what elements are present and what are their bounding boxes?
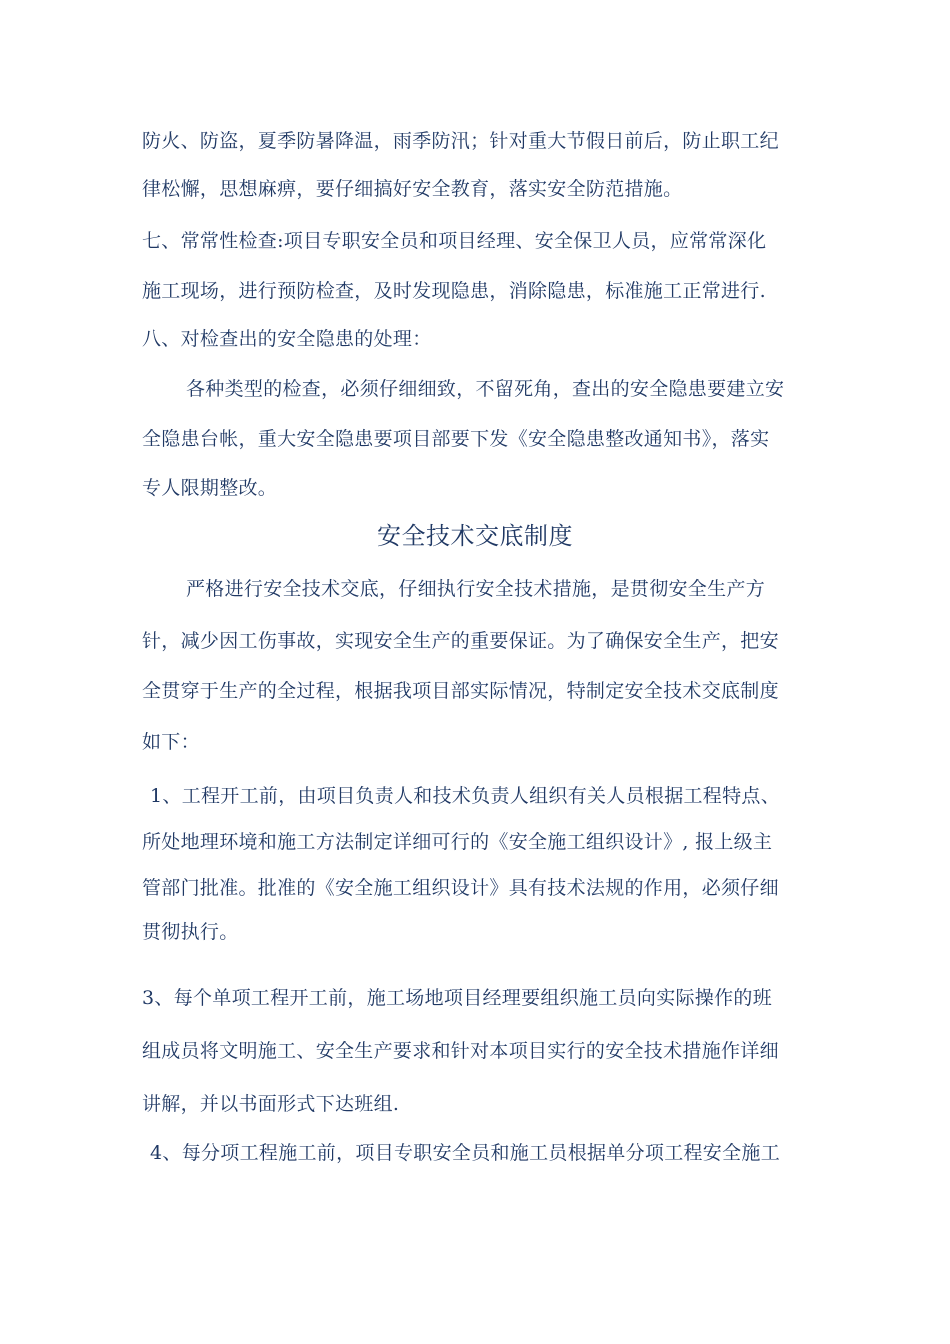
paragraph-line: 八、对检查出的安全隐患的处理： [142, 328, 432, 350]
paragraph-line: 全隐患台帐，重大安全隐患要项目部要下发《安全隐患整改通知书》，落实 [142, 428, 770, 450]
paragraph-line: 七、常常性检查:项目专职安全员和项目经理、安全保卫人员，应常常深化 [142, 230, 767, 252]
list-item-line: 所处地理环境和施工方法制定详细可行的《安全施工组织设计》, 报上级主 [142, 831, 773, 853]
paragraph-line: 如下： [142, 731, 200, 753]
list-item-line: 3、每个单项工程开工前，施工场地项目经理要组织施工员向实际操作的班 [142, 987, 772, 1009]
list-item-line: 组成员将文明施工、安全生产要求和针对本项目实行的安全技术措施作详细 [142, 1040, 779, 1062]
list-item-line: 1、工程开工前，由项目负责人和技术负责人组织有关人员根据工程特点、 [150, 785, 780, 807]
paragraph-line: 全贯穿于生产的全过程，根据我项目部实际情况，特制定安全技术交底制度 [142, 680, 779, 702]
paragraph-line: 专人限期整改。 [142, 477, 278, 499]
paragraph-line: 防火、防盗，夏季防暑降温，雨季防汛；针对重大节假日前后，防止职工纪 [142, 130, 779, 152]
paragraph-line: 施工现场，进行预防检查，及时发现隐患，消除隐患，标准施工正常进行. [142, 280, 766, 302]
list-item-line: 讲解，并以书面形式下达班组. [142, 1093, 400, 1115]
paragraph-line: 针，减少因工伤事故，实现安全生产的重要保证。为了确保安全生产，把安 [142, 630, 779, 652]
section-heading: 安全技术交底制度 [377, 522, 573, 550]
list-item-line: 贯彻执行。 [142, 921, 239, 943]
paragraph-line: 各种类型的检查，必须仔细细致，不留死角，查出的安全隐患要建立安 [186, 378, 785, 400]
list-item-line: 管部门批准。批准的《安全施工组织设计》具有技术法规的作用，必须仔细 [142, 877, 779, 899]
paragraph-line: 严格进行安全技术交底，仔细执行安全技术措施，是贯彻安全生产方 [186, 578, 766, 600]
paragraph-line: 律松懈，思想麻痹，要仔细搞好安全教育，落实安全防范措施。 [142, 178, 683, 200]
list-item-line: 4、每分项工程施工前，项目专职安全员和施工员根据单分项工程安全施工 [150, 1142, 780, 1164]
